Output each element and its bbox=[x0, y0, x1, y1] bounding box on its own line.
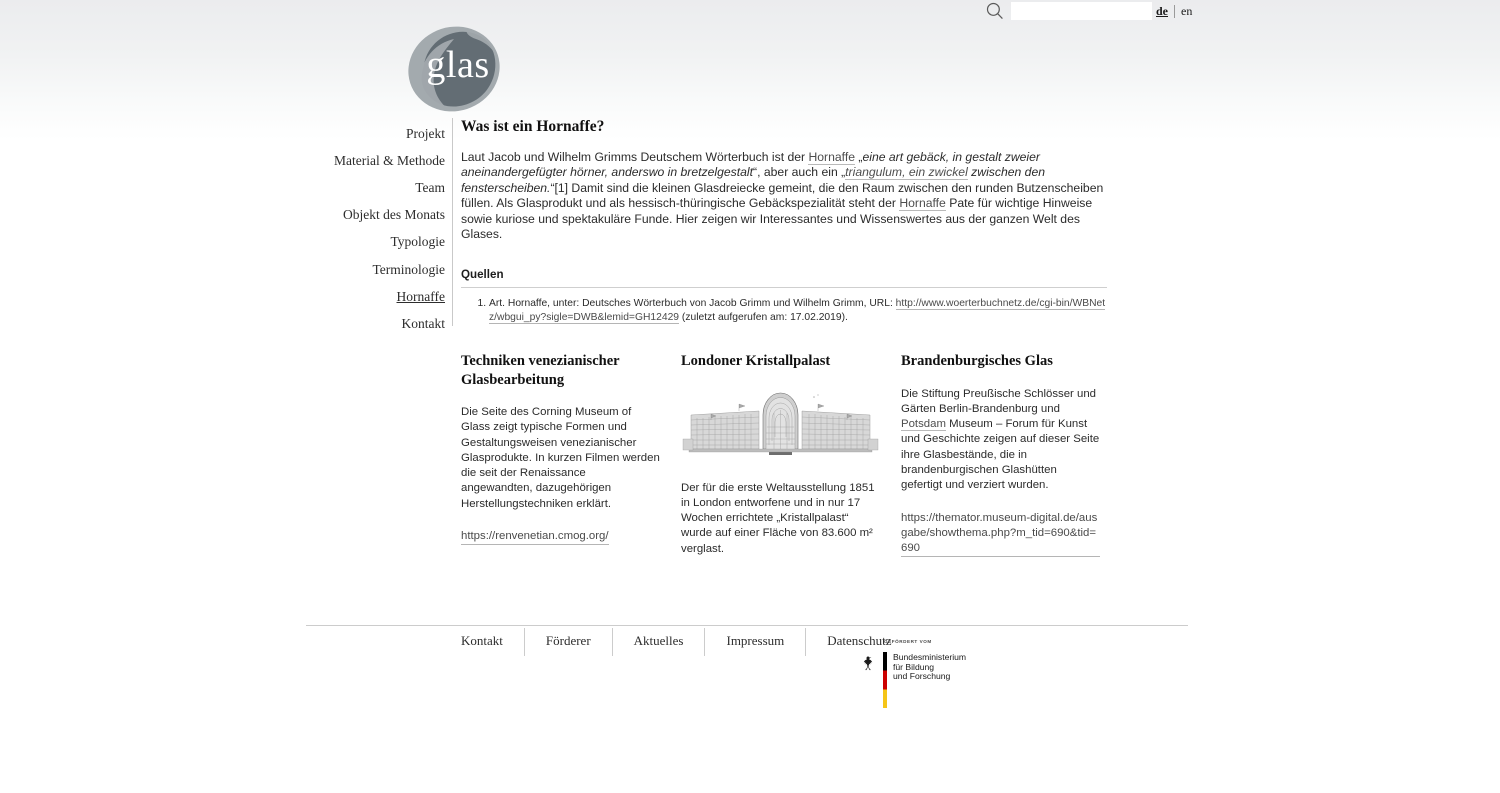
card-link[interactable]: https://renvenetian.cmog.org/ bbox=[461, 529, 609, 545]
intro-text-5: Pate für wichtige Hinweise sowie kuriose und spektakuläre Funde. Hier zeigen wir Interessantes und Wissenswertes aus der ganzen Welt des Glases. bbox=[461, 196, 1093, 242]
card-link[interactable]: https://themator.museum-digital.de/ausgabe/showthema.php?m_tid=690&tid=690 bbox=[901, 511, 1100, 558]
bmbf-funding-logo bbox=[858, 636, 988, 708]
sidebar-item-objekt-des-monats[interactable]: Objekt des Monats bbox=[343, 207, 445, 223]
footer-link-aktuelles[interactable]: Aktuelles bbox=[633, 633, 684, 648]
footer-divider bbox=[805, 628, 806, 656]
inline-link-triangulum[interactable]: triangulum, ein zwickel bbox=[845, 165, 968, 180]
source-item bbox=[489, 297, 1109, 324]
intro-text-3: “, aber auch ein „ bbox=[753, 165, 846, 180]
card-brandenburgisches-glas bbox=[901, 352, 1100, 557]
footer-link-impressum[interactable]: Impressum bbox=[726, 633, 785, 648]
intro-italic-1: eine art gebäck, in gestalt zweier aneinandergefügter hörner, anderswo in bretzelgestalt bbox=[461, 150, 1040, 180]
card-title: Brandenburgisches Glas bbox=[901, 353, 1053, 369]
card-body bbox=[901, 387, 1100, 494]
footer-link-datenschutz[interactable]: Datenschutz bbox=[827, 633, 892, 648]
topbar bbox=[0, 0, 1500, 24]
sources-heading: Quellen bbox=[461, 268, 504, 282]
footer-nav bbox=[461, 628, 913, 656]
card-londoner-kristallpalast bbox=[681, 352, 880, 557]
search-box[interactable] bbox=[985, 1, 1152, 21]
sidebar-item-terminologie[interactable]: Terminologie bbox=[372, 261, 445, 277]
footer-rule bbox=[306, 625, 1188, 626]
bmbf-line-2: für Bildung bbox=[893, 661, 935, 672]
main-content bbox=[461, 118, 1109, 324]
card-body: Die Seite des Corning Museum of Glass zeigt typische Formen und Gestaltungsweisen venezianischer Glasprodukte. In kurzen Filmen werden die seit der Renaissance angewandten, dazugehörigen Herstellungstechniken erklärt. bbox=[461, 406, 660, 510]
bmbf-line-1: Bundesministerium bbox=[893, 652, 967, 662]
search-input[interactable] bbox=[1011, 2, 1152, 20]
sidebar-item-hornaffe[interactable]: Hornaffe bbox=[396, 288, 445, 304]
sidebar-nav bbox=[300, 120, 445, 338]
footer-link-kontakt[interactable]: Kontakt bbox=[461, 633, 503, 648]
footer-divider bbox=[704, 628, 705, 656]
sources-list bbox=[461, 297, 1109, 324]
inline-link-hornaffe-1[interactable]: Hornaffe bbox=[808, 150, 855, 164]
sidebar-item-team[interactable]: Team bbox=[415, 179, 445, 195]
source-text-after: (zuletzt aufgerufen am: 17.02.2019). bbox=[679, 311, 848, 323]
german-flag-bar bbox=[883, 652, 887, 708]
sidebar-item-material-methode[interactable]: Material & Methode bbox=[334, 152, 445, 168]
sidebar-item-kontakt[interactable]: Kontakt bbox=[401, 315, 445, 331]
intro-text-4: “[1] Damit sind die kleinen Glasdreiecke gemeint, die den Raum zwischen den runden Butzenscheiben füllen. Als Glasprodukt und als hessisch-thüringische Gebäckspezialität steht der bbox=[461, 180, 1104, 211]
crystal-palace-engraving bbox=[681, 387, 880, 467]
teaser-cards bbox=[461, 352, 1111, 557]
footer-divider bbox=[612, 628, 613, 656]
card-title: Londoner Kristallpalast bbox=[681, 353, 831, 369]
federal-eagle-icon bbox=[858, 653, 878, 673]
logo-wordmark: glas bbox=[426, 44, 490, 86]
card-title: Techniken venezianischer Glasbearbeitung bbox=[461, 353, 620, 388]
site-logo[interactable] bbox=[406, 17, 506, 117]
inline-link-potsdam[interactable]: Potsdam bbox=[901, 418, 946, 431]
bmbf-kicker: GEFÖRDERT VOM bbox=[884, 639, 932, 644]
source-url-link[interactable]: http://www.woerterbuchnetz.de/cgi-bin/WBNetz/wbgui_py?sigle=DWB&lemid=GH12429 bbox=[489, 298, 1106, 323]
card-techniken-venezianischer-glasbearbeitung bbox=[461, 352, 660, 557]
card-body-text-2: Museum – Forum für Kunst und Geschichte zeigen auf dieser Seite ihre Glasbestände, die in brandenburgischen Glashütten gefertigt und verziert wurden. bbox=[901, 418, 1100, 492]
intro-italic-2: zwischen den fensterscheiben. bbox=[461, 165, 1046, 195]
intro-text-2: „ bbox=[855, 150, 863, 164]
language-en[interactable]: en bbox=[1181, 4, 1193, 18]
bmbf-wordmark bbox=[893, 652, 966, 682]
card-body-text-1: Die Stiftung Preußische Schlösser und Gärten Berlin-Brandenburg und bbox=[901, 387, 1097, 415]
language-switcher bbox=[1150, 4, 1198, 18]
footer-divider bbox=[524, 628, 525, 656]
search-icon[interactable] bbox=[985, 1, 1005, 21]
sidebar-item-typologie[interactable]: Typologie bbox=[390, 234, 445, 250]
sidebar-item-projekt[interactable]: Projekt bbox=[406, 125, 445, 141]
language-de[interactable]: de bbox=[1156, 4, 1168, 18]
sources-rule bbox=[461, 287, 1107, 288]
bmbf-body bbox=[858, 652, 966, 708]
sidebar-divider bbox=[452, 118, 453, 326]
intro-text-1: Laut Jacob und Wilhelm Grimms Deutschem Wörterbuch ist der bbox=[461, 150, 809, 164]
intro-paragraph bbox=[461, 150, 1109, 242]
sources-section bbox=[461, 268, 1109, 324]
inline-link-hornaffe-2[interactable]: Hornaffe bbox=[899, 196, 946, 211]
source-text-before: Art. Hornaffe, unter: Deutsches Wörterbuch von Jacob Grimm und Wilhelm Grimm, URL: bbox=[489, 298, 896, 310]
footer-link-foerderer[interactable]: Förderer bbox=[545, 633, 591, 648]
card-body: Der für die erste Weltausstellung 1851 in London entworfene und in nur 17 Wochen errichtete „Kristallpalast“ wurde auf einer Fläche von 83.600 m² verglast. bbox=[681, 481, 875, 555]
page-title: Was ist ein Hornaffe? bbox=[461, 118, 605, 135]
bmbf-line-3: und Forschung bbox=[893, 671, 951, 682]
